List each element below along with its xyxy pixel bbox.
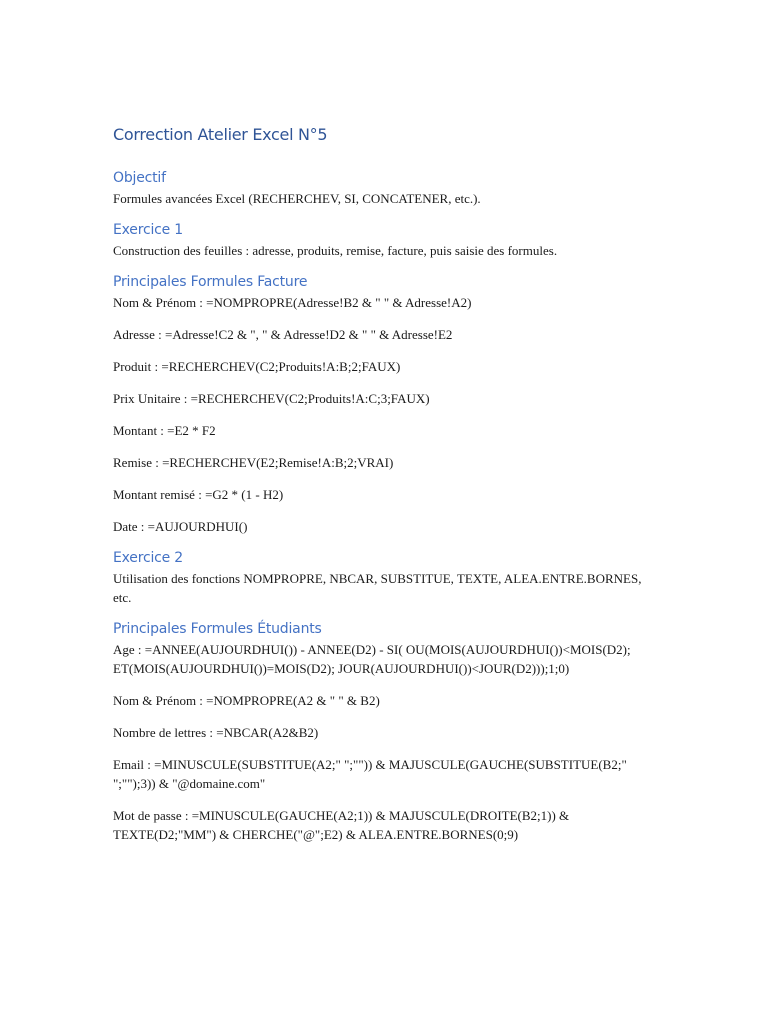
section-exercice-2 [113, 547, 658, 607]
paragraph-exercice-2: Utilisation des fonctions NOMPROPRE, NBCAR, SUBSTITUE, TEXTE, ALEA.ENTRE.BORNES, etc. [113, 571, 642, 605]
section-heading-exercice-2: Exercice 2 [113, 550, 184, 566]
formula-nombre-lettres: Nombre de lettres : =NBCAR(A2&B2) [113, 725, 319, 740]
formula-remise: Remise : =RECHERCHEV(E2;Remise!A:B;2;VRAI) [113, 455, 394, 470]
formula-produit: Produit : =RECHERCHEV(C2;Produits!A:B;2;FAUX) [113, 359, 401, 374]
section-formules-etudiants [113, 618, 658, 844]
formula-adresse: Adresse : =Adresse!C2 & ", " & Adresse!D2 & " " & Adresse!E2 [113, 327, 453, 342]
formula-prix-unitaire: Prix Unitaire : =RECHERCHEV(C2;Produits!A:C;3;FAUX) [113, 391, 430, 406]
formula-montant-remise: Montant remisé : =G2 * (1 - H2) [113, 487, 284, 502]
document-page [113, 122, 658, 857]
paragraph-objectif: Formules avancées Excel (RECHERCHEV, SI, CONCATENER, etc.). [113, 191, 481, 206]
section-heading-exercice-1: Exercice 1 [113, 222, 184, 238]
section-formules-facture [113, 271, 658, 536]
formula-date: Date : =AUJOURDHUI() [113, 519, 248, 534]
formula-mot-de-passe: Mot de passe : =MINUSCULE(GAUCHE(A2;1)) & MAJUSCULE(DROITE(B2;1)) & TEXTE(D2;"MM") & CHERCHE("@";E2) & ALEA.ENTRE.BORNES(0;9) [113, 808, 570, 842]
formula-montant: Montant : =E2 * F2 [113, 423, 216, 438]
document-title: Correction Atelier Excel N°5 [113, 125, 328, 144]
section-heading-formules-etudiants: Principales Formules Étudiants [113, 621, 322, 637]
section-objectif [113, 167, 658, 208]
paragraph-exercice-1: Construction des feuilles : adresse, produits, remise, facture, puis saisie des formules. [113, 243, 558, 258]
section-heading-objectif: Objectif [113, 170, 166, 186]
formula-nom-prenom-etudiant: Nom & Prénom : =NOMPROPRE(A2 & " " & B2) [113, 693, 380, 708]
section-heading-formules-facture: Principales Formules Facture [113, 274, 308, 290]
formula-email: Email : =MINUSCULE(SUBSTITUE(A2;" ";"")) & MAJUSCULE(GAUCHE(SUBSTITUE(B2;" ";"");3)) & "@domaine.com" [113, 757, 627, 791]
formula-age: Age : =ANNEE(AUJOURDHUI()) - ANNEE(D2) - SI( OU(MOIS(AUJOURDHUI())<MOIS(D2); ET(MOIS(AUJOURDHUI())=MOIS(D2); JOUR(AUJOURDHUI())<JOUR(D2)));1;0) [113, 642, 631, 676]
section-exercice-1 [113, 219, 658, 260]
formula-nom-prenom: Nom & Prénom : =NOMPROPRE(Adresse!B2 & " " & Adresse!A2) [113, 295, 472, 310]
